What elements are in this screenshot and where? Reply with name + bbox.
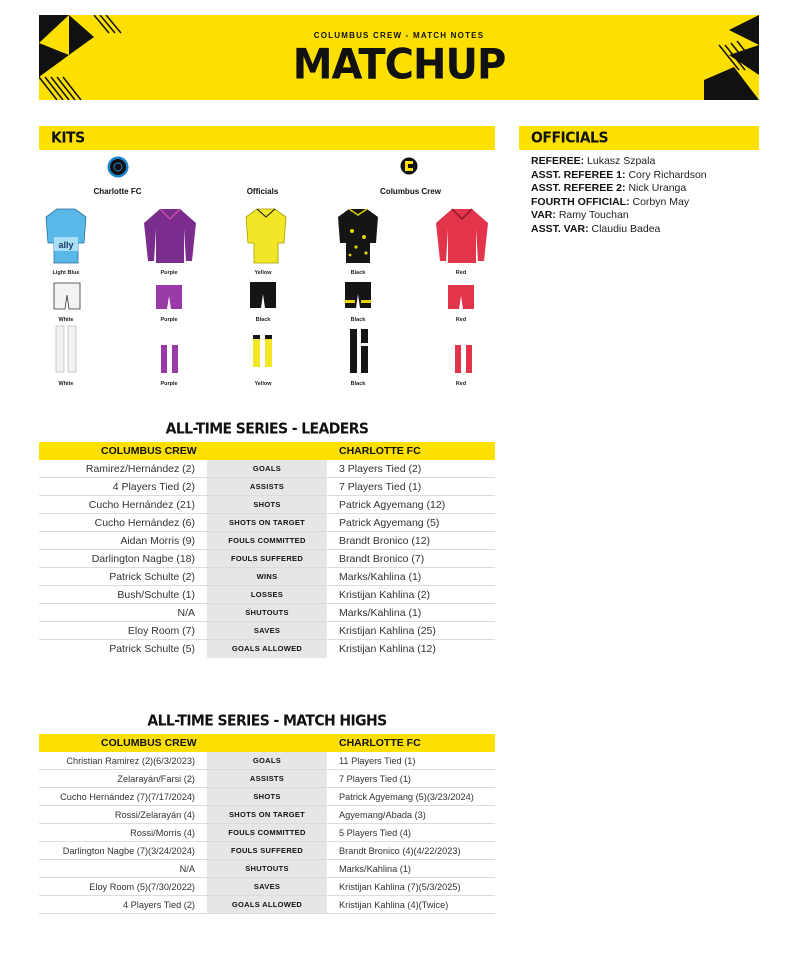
charlotte-value: Kristijan Kahlina (2): [339, 589, 431, 601]
columbus-black-shorts: [343, 280, 373, 310]
columbus-value: Cucho Hernández (21): [88, 499, 195, 511]
kits-header: [39, 126, 495, 150]
official-role: VAR:: [531, 209, 556, 222]
highs-right-team: CHARLOTTE FC: [339, 737, 421, 749]
stat-label: WINS: [207, 568, 327, 585]
highs-title: ALL-TIME SERIES - MATCH HIGHS: [147, 712, 387, 730]
columbus-value: Bush/Schulte (1): [117, 589, 195, 601]
stat-label: SHOTS ON TARGET: [207, 514, 327, 531]
charlotte-value: Patrick Agyemang (12): [339, 499, 446, 511]
table-row: [39, 752, 495, 770]
charlotte-value: Marks/Kahlina (1): [339, 607, 422, 619]
highs-table-header: [39, 734, 495, 752]
officials-list: [531, 155, 761, 237]
charlotte-value: Patrick Agyemang (5)(3/23/2024): [339, 792, 474, 802]
table-row: [39, 478, 495, 496]
table-row: [39, 586, 495, 604]
kit-label-shorts-3: Black: [255, 317, 271, 323]
columbus-value: Christian Ramirez (2)(6/3/2023): [66, 756, 195, 766]
charlotte-gk-purple-shirt: [142, 207, 198, 265]
columbus-gk-red-shirt: [434, 207, 490, 265]
charlotte-value: 11 Players Tied (1): [339, 756, 416, 766]
table-row: [39, 896, 495, 914]
charlotte-white-socks: [54, 324, 78, 376]
official-name: Cory Richardson: [628, 168, 707, 181]
columbus-value: Cucho Hernández (6): [94, 517, 195, 529]
svg-text:ally: ally: [58, 240, 74, 250]
kit-label-shirt-1: Light Blue: [52, 270, 80, 276]
kits-title: KITS: [51, 129, 85, 147]
official-name: Nick Uranga: [628, 182, 687, 195]
official-name: Corbyn May: [632, 195, 690, 208]
columbus-value: Eloy Room (5)(7/30/2022): [89, 882, 195, 892]
charlotte-value: 7 Players Tied (1): [339, 481, 422, 493]
stat-label: FOULS COMMITTED: [207, 532, 327, 549]
columbus-value: Darlington Nagbe (7)(3/24/2024): [62, 846, 195, 856]
official-row: [531, 182, 761, 196]
stat-label: SAVES: [207, 622, 327, 639]
kit-label-shirt-4: Black: [350, 270, 366, 276]
columbus-black-socks: [348, 327, 370, 375]
table-row: [39, 460, 495, 478]
kit-label-shorts-5: Red: [455, 317, 467, 323]
charlotte-value: Marks/Kahlina (1): [339, 571, 422, 583]
stat-label: GOALS ALLOWED: [207, 896, 327, 913]
leaders-right-team: CHARLOTTE FC: [339, 445, 421, 457]
charlotte-value: Kristijan Kahlina (7)(5/3/2025): [339, 882, 461, 892]
stat-label: LOSSES: [207, 586, 327, 603]
official-row: [531, 155, 761, 169]
official-role: ASST. REFEREE 2:: [531, 182, 626, 195]
official-name: Lukasz Szpala: [587, 155, 656, 167]
stat-label: GOALS: [207, 752, 327, 769]
charlotte-value: Patrick Agyemang (5): [339, 517, 440, 529]
official-name: Claudiu Badea: [591, 222, 661, 235]
table-row: [39, 842, 495, 860]
stat-label: FOULS SUFFERED: [207, 842, 327, 859]
stat-label: SAVES: [207, 878, 327, 895]
official-name: Ramy Touchan: [558, 209, 629, 222]
kit-label-shirt-3: Yellow: [254, 270, 272, 276]
table-row: [39, 532, 495, 550]
charlotte-value: Marks/Kahlina (1): [339, 864, 411, 874]
right-decoration: [649, 15, 759, 100]
charlotte-value: Agyemang/Abada (3): [339, 810, 426, 820]
kit-label-shirt-5: Red: [455, 270, 467, 276]
purple-shorts: [154, 283, 184, 311]
charlotte-value: Kristijan Kahlina (12): [339, 643, 436, 655]
official-role: REFEREE:: [531, 155, 585, 167]
stat-label: FOULS COMMITTED: [207, 824, 327, 841]
table-row: [39, 824, 495, 842]
columbus-black-shirt: [336, 207, 380, 265]
stat-label: SHOTS: [207, 788, 327, 805]
charlotte-home-shirt: [44, 207, 88, 265]
official-role: ASST. REFEREE 1:: [531, 168, 626, 181]
table-row: [39, 788, 495, 806]
charlotte-value: 5 Players Tied (4): [339, 828, 411, 838]
officials-yellow-socks: [251, 333, 275, 369]
header-banner: [39, 15, 759, 100]
table-row: [39, 860, 495, 878]
officials-title: OFFICIALS: [531, 129, 609, 147]
columbus-value: N/A: [179, 864, 195, 874]
columbus-value: 4 Players Tied (2): [112, 481, 195, 493]
kit-label-socks-3: Yellow: [254, 381, 272, 387]
charlotte-value: 7 Players Tied (1): [339, 774, 411, 784]
columbus-crest-icon: [400, 155, 418, 177]
stat-label: ASSISTS: [207, 770, 327, 787]
table-row: [39, 878, 495, 896]
stat-label: GOALS ALLOWED: [207, 640, 327, 658]
officials-black-shorts: [248, 280, 278, 310]
red-socks: [453, 343, 475, 375]
columbus-value: Eloy Room (7): [127, 625, 195, 637]
table-row: [39, 514, 495, 532]
kit-label-shirt-2: Purple: [160, 270, 178, 276]
charlotte-crest-icon: [107, 155, 129, 179]
charlotte-value: Brandt Bronico (12): [339, 535, 431, 547]
kit-label-socks-4: Black: [350, 381, 366, 387]
officials-header: [519, 126, 759, 150]
leaders-title: ALL-TIME SERIES - LEADERS: [165, 420, 369, 438]
team-name-charlotte: Charlotte FC: [93, 187, 142, 196]
columbus-value: Cucho Hernández (7)(7/17/2024): [60, 792, 195, 802]
official-row: [531, 169, 761, 183]
columbus-value: Patrick Schulte (2): [109, 571, 195, 583]
columbus-value: 4 Players Tied (2): [123, 900, 195, 910]
table-row: [39, 622, 495, 640]
table-row: [39, 604, 495, 622]
red-shorts: [446, 283, 476, 311]
stat-label: SHUTOUTS: [207, 860, 327, 877]
charlotte-value: Brandt Bronico (4)(4/22/2023): [339, 846, 461, 856]
official-role: FOURTH OFFICIAL:: [531, 195, 630, 208]
stat-label: GOALS: [207, 460, 327, 477]
kit-label-shorts-4: Black: [350, 317, 366, 323]
columbus-value: Rossi/Morris (4): [130, 828, 195, 838]
columbus-value: Ramirez/Hernández (2): [85, 463, 195, 475]
official-row: [531, 209, 761, 223]
table-row: [39, 568, 495, 586]
purple-socks: [159, 343, 181, 375]
stat-label: SHOTS ON TARGET: [207, 806, 327, 823]
columbus-value: N/A: [177, 607, 195, 619]
columbus-value: Darlington Nagbe (18): [91, 553, 195, 565]
stat-label: ASSISTS: [207, 478, 327, 495]
kit-label-socks-5: Red: [455, 381, 467, 387]
kit-label-shorts-2: Purple: [160, 317, 178, 323]
table-row: [39, 550, 495, 568]
table-row: [39, 640, 495, 658]
team-name-officials: Officials: [246, 187, 279, 196]
leaders-left-team: COLUMBUS CREW: [101, 445, 197, 457]
stat-label: SHOTS: [207, 496, 327, 513]
page-title: MATCHUP: [292, 40, 506, 90]
official-row: [531, 223, 761, 237]
kit-label-socks-2: Purple: [160, 381, 178, 387]
team-name-columbus: Columbus Crew: [380, 187, 441, 196]
official-role: ASST. VAR:: [531, 222, 589, 235]
highs-left-team: COLUMBUS CREW: [101, 737, 197, 749]
table-row: [39, 496, 495, 514]
charlotte-white-shorts: [52, 281, 82, 311]
charlotte-value: Brandt Bronico (7): [339, 553, 425, 565]
stat-label: SHUTOUTS: [207, 604, 327, 621]
official-row: [531, 196, 761, 210]
columbus-value: Patrick Schulte (5): [109, 643, 195, 655]
table-row: [39, 770, 495, 788]
columbus-value: Zelarayán/Farsi (2): [117, 774, 195, 784]
charlotte-value: 3 Players Tied (2): [339, 463, 422, 475]
table-row: [39, 806, 495, 824]
charlotte-value: Kristijan Kahlina (25): [339, 625, 436, 637]
columbus-value: Rossi/Zelarayán (4): [114, 810, 195, 820]
leaders-table-header: [39, 442, 495, 460]
charlotte-value: Kristijan Kahlina (4)(Twice): [339, 900, 449, 910]
kit-label-socks-1: White: [58, 381, 74, 387]
officials-yellow-shirt: [244, 207, 288, 265]
columbus-value: Aidan Morris (9): [120, 535, 195, 547]
header-subtitle: COLUMBUS CREW - MATCH NOTES: [313, 31, 485, 40]
kit-label-shorts-1: White: [58, 317, 74, 323]
stat-label: FOULS SUFFERED: [207, 550, 327, 567]
